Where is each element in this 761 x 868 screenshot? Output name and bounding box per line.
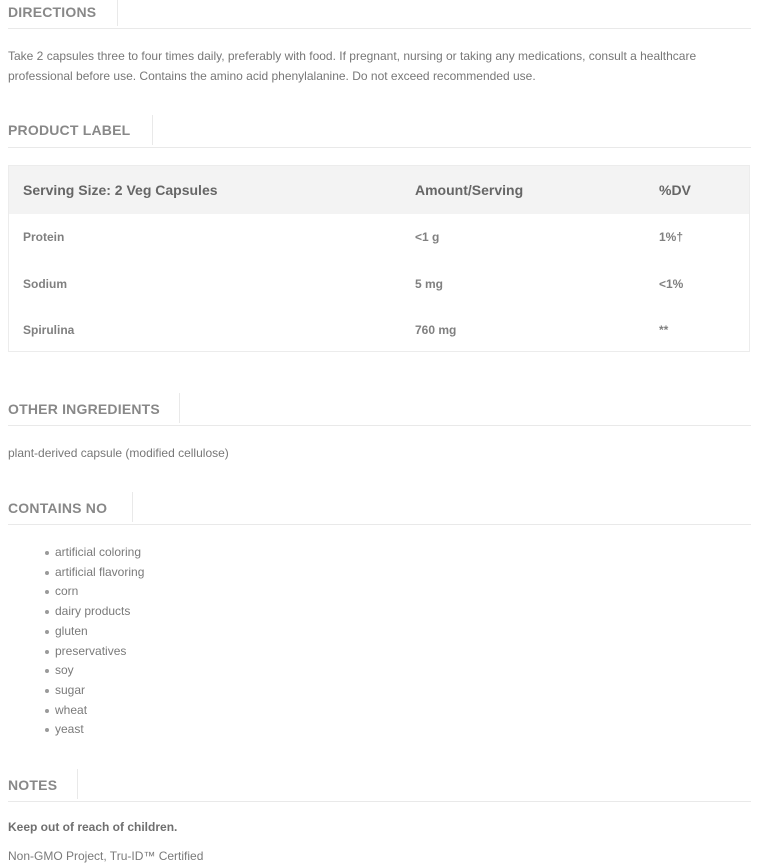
directions-text: Take 2 capsules three to four times daily, preferably with food. If pregnant, nursing or taking any medications, consult a healthcare professional before use. Contains the amino acid phenylalanine. Do not exceed recommended use.	[8, 49, 697, 83]
list-item: artificial coloring	[42, 543, 144, 563]
row-dv: 1%†	[659, 230, 684, 244]
list-item: dairy products	[42, 602, 144, 622]
row-amount: 760 mg	[415, 323, 457, 337]
list-item: yeast	[42, 720, 144, 740]
child-warning: Keep out of reach of children.	[8, 820, 178, 834]
contains-no-title: CONTAINS NO	[8, 500, 108, 516]
product-label-title: PRODUCT LABEL	[8, 122, 131, 138]
list-item: wheat	[42, 701, 144, 721]
directions-title: DIRECTIONS	[8, 4, 97, 20]
row-nutrient-name: Protein	[23, 230, 65, 244]
row-amount: <1 g	[415, 230, 440, 244]
notes-title: NOTES	[8, 777, 58, 793]
table-header-dv: %DV	[659, 182, 691, 198]
other-ingredients-header	[8, 395, 751, 426]
section-divider	[152, 115, 153, 145]
contains-no-header	[8, 494, 751, 525]
table-row	[9, 323, 749, 343]
list-item: soy	[42, 661, 144, 681]
row-nutrient-name: Sodium	[23, 277, 67, 291]
section-divider	[77, 769, 78, 799]
list-item: corn	[42, 582, 144, 602]
other-ingredients-text: plant-derived capsule (modified cellulose)	[8, 446, 229, 460]
list-item: gluten	[42, 622, 144, 642]
table-header-serving-size: Serving Size: 2 Veg Capsules	[23, 182, 218, 198]
list-item: sugar	[42, 681, 144, 701]
certifications-text: Non-GMO Project, Tru-ID™ Certified	[8, 849, 204, 863]
contains-no-list	[42, 543, 144, 740]
row-amount: 5 mg	[415, 277, 444, 291]
section-divider	[117, 0, 118, 26]
section-divider	[132, 492, 133, 522]
row-nutrient-name: Spirulina	[23, 323, 75, 337]
notes-header	[8, 771, 751, 802]
other-ingredients-title: OTHER INGREDIENTS	[8, 401, 160, 417]
table-header-amount: Amount/Serving	[415, 182, 524, 198]
table-row	[9, 277, 749, 297]
list-item: artificial flavoring	[42, 563, 144, 583]
list-item: preservatives	[42, 642, 144, 662]
supplement-facts-table	[8, 165, 750, 352]
section-divider	[179, 393, 180, 423]
product-label-header	[8, 117, 751, 148]
table-row	[9, 230, 749, 250]
directions-header	[8, 0, 751, 29]
row-dv: **	[659, 323, 669, 337]
table-header-row	[9, 166, 749, 214]
row-dv: <1%	[659, 277, 684, 291]
